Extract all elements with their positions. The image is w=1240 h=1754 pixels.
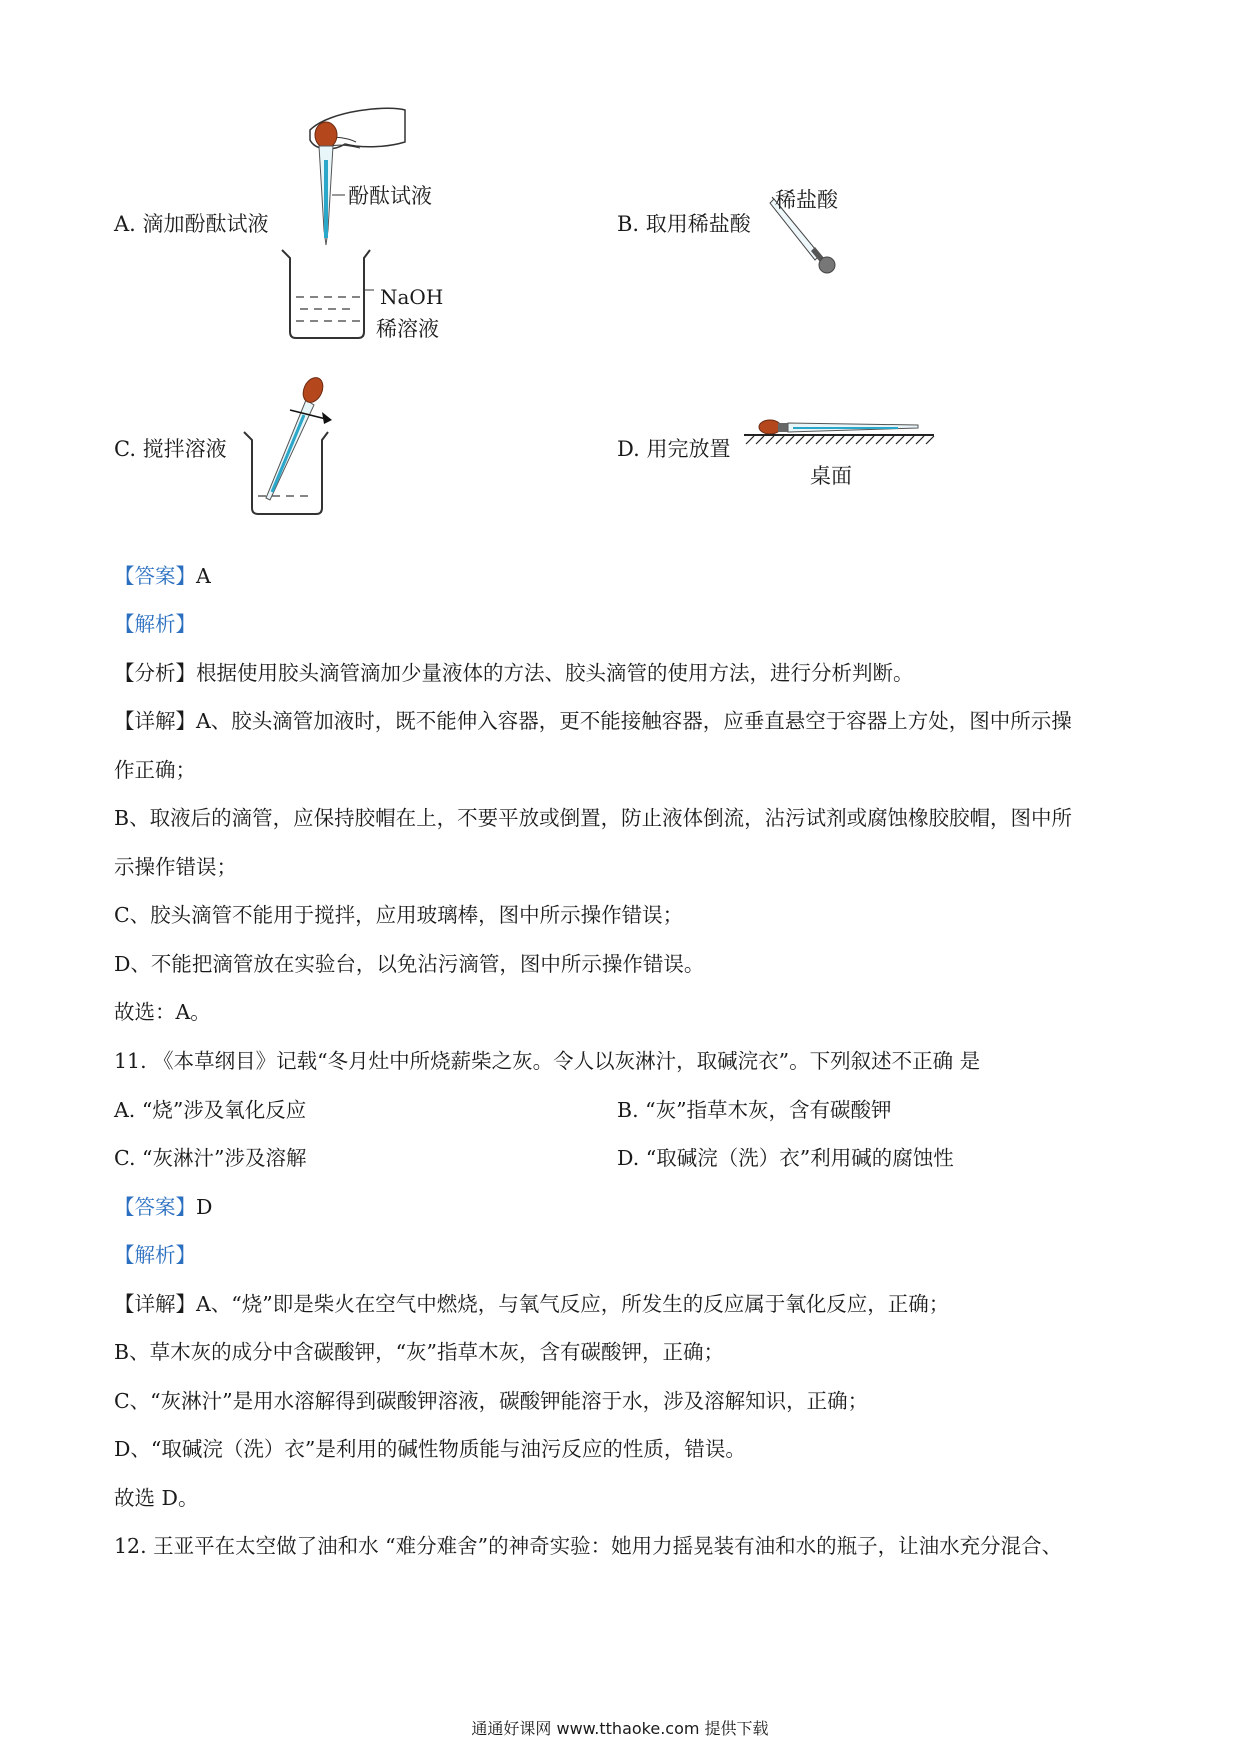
dropper-bulb: [819, 257, 835, 273]
answer-value: A: [196, 564, 211, 588]
beaker: [244, 432, 328, 514]
q11-line-detail-a: 【详解】A、“烧”即是柴火在空气中燃烧，与氧气反应，所发生的反应属于氧化反应，正确；: [114, 1292, 950, 1316]
fig-a-label-indicator: 酚酞试液: [348, 184, 432, 208]
fig-a-label-naoh: NaOH: [380, 285, 444, 309]
fig-d-label-table: 桌面: [810, 464, 852, 488]
figure-c-stirring-with-dropper: [240, 370, 360, 520]
q12-stem: 12. 王亚平在太空做了油和水 “难分难舍”的神奇实验：她用力摇晃装有油和水的瓶子，让油水充分混合、: [114, 1534, 1063, 1558]
option-d-label: D. 用完放置: [617, 437, 731, 461]
q11-answer-line: [114, 1192, 212, 1222]
q10-line-detail-a-cont: 作正确；: [114, 758, 196, 782]
beaker: [282, 250, 370, 338]
footer-watermark: 通通好课网 www.tthaoke.com 提供下载: [471, 1719, 769, 1738]
q10-line-detail-a: 【详解】A、胶头滴管加液时，既不能伸入容器，更不能接触容器，应垂直悬空于容器上方处，图中所示操: [114, 709, 1072, 733]
q11-option-c: C. “灰淋汁”涉及溶解: [114, 1146, 307, 1170]
q11-stem: 11. 《本草纲目》记载“冬月灶中所烧薪柴之灰。令人以灰淋汁，取碱浣衣”。下列叙述不正确 是: [114, 1049, 981, 1073]
dropper-bulb: [299, 374, 326, 405]
q11-line-detail-b: B、草木灰的成分中含碳酸钾，“灰”指草木灰，含有碳酸钾，正确；: [114, 1340, 725, 1364]
q10-line-detail-d: D、不能把滴管放在实验台，以免沾污滴管，图中所示操作错误。: [114, 952, 705, 976]
q11-option-d: D. “取碱浣（洗）衣”利用碱的腐蚀性: [617, 1146, 954, 1170]
q10-answer-line: [114, 561, 211, 591]
fig-b-label-acid: 稀盐酸: [775, 188, 838, 212]
q10-line-detail-b: B、取液后的滴管，应保持胶帽在上，不要平放或倒置，防止液体倒流，沾污试剂或腐蚀橡胶胶帽，图中所: [114, 806, 1073, 830]
q11-line-detail-c: C、“灰淋汁”是用水溶解得到碳酸钾溶液，碳酸钾能溶于水，涉及溶解知识，正确；: [114, 1389, 869, 1413]
q11-line-detail-d: D、“取碱浣（洗）衣”是利用的碱性物质能与油污反应的性质，错误。: [114, 1437, 746, 1461]
answer-tag: 【答案】: [114, 564, 196, 588]
dropper-bulb: [759, 420, 781, 434]
q11-option-b: B. “灰”指草木灰，含有碳酸钾: [617, 1098, 892, 1122]
arrow-icon: [322, 412, 332, 424]
option-b-label: B. 取用稀盐酸: [617, 212, 751, 236]
q11-option-a: A. “烧”涉及氧化反应: [114, 1098, 307, 1122]
q10-line-detail-b-cont: 示操作错误；: [114, 855, 237, 879]
q10-line-analysis: 【分析】根据使用胶头滴管滴加少量液体的方法、胶头滴管的使用方法，进行分析判断。: [114, 661, 914, 685]
figure-a-dropper-into-beaker: [270, 100, 450, 350]
q10-line-choice: 故选：A。: [114, 1000, 211, 1024]
answer-tag: 【答案】: [114, 1195, 196, 1219]
fig-a-label-dilute: 稀溶液: [376, 317, 439, 341]
dropper-bulb: [315, 122, 337, 148]
option-a-label: A. 滴加酚酞试液: [114, 212, 269, 236]
q11-analysis-tag: 【解析】: [114, 1243, 196, 1267]
option-c-label: C. 搅拌溶液: [114, 437, 227, 461]
q11-line-choice: 故选 D。: [114, 1486, 199, 1510]
answer-value: D: [196, 1195, 213, 1219]
figure-d-dropper-on-table: [738, 415, 938, 455]
q10-analysis-tag: 【解析】: [114, 612, 196, 636]
q10-line-detail-c: C、胶头滴管不能用于搅拌，应用玻璃棒，图中所示操作错误；: [114, 903, 684, 927]
